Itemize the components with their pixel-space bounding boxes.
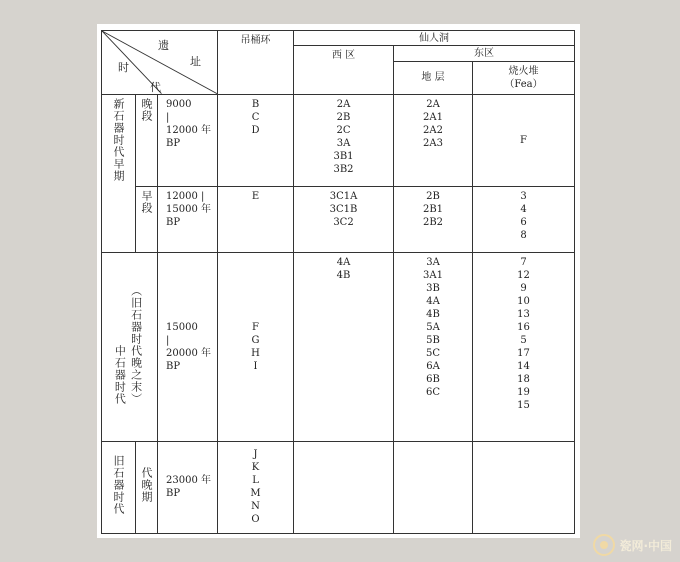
stage-early-label: 早段 xyxy=(140,190,153,214)
diaotonghuan-cell xyxy=(218,252,294,441)
west-layer: 2C xyxy=(336,124,351,136)
date-line: | xyxy=(166,334,170,346)
east-layer: 4B xyxy=(426,308,440,320)
date-line: BP xyxy=(166,360,181,372)
fea-number: 7 xyxy=(520,256,527,268)
east-layer: 2A2 xyxy=(423,124,443,136)
west-layer: 3A xyxy=(336,137,351,149)
east-layer: 3A1 xyxy=(423,269,443,281)
date-line: | xyxy=(166,111,170,123)
corner-site-char-1: 遗 xyxy=(158,39,169,52)
date-cell xyxy=(158,252,218,441)
header-east-zone: 东区 xyxy=(394,46,575,61)
era-paleolithic-sub xyxy=(136,441,158,533)
era-mesolithic xyxy=(102,252,158,441)
east-layer: 2A xyxy=(426,98,440,110)
document-page xyxy=(97,24,580,538)
east-layer: 5C xyxy=(426,347,441,359)
east-strata-cell xyxy=(394,187,473,253)
diaotonghuan-layer: G xyxy=(251,334,260,346)
fea-number: 6 xyxy=(520,217,527,228)
east-layer: 4A xyxy=(426,295,440,307)
west-layer: 2A xyxy=(336,98,351,110)
east-layer: 3B xyxy=(426,282,440,294)
table-row xyxy=(102,252,575,441)
date-line: BP xyxy=(166,488,181,500)
era-paleolithic-label: 旧石器时代 xyxy=(112,455,125,516)
header-xianrendong: 仙人洞 xyxy=(294,31,575,46)
fea-number: 12 xyxy=(517,269,530,281)
date-line: 15000 xyxy=(166,321,198,333)
era-paleolithic xyxy=(102,441,136,533)
diaotonghuan-layer: O xyxy=(251,514,260,526)
header-fire-pile-label: 烧火堆 xyxy=(508,65,539,77)
date-cell xyxy=(158,94,218,186)
fea-number: 18 xyxy=(517,373,530,385)
west-layer: 4A xyxy=(336,256,351,268)
watermark xyxy=(593,534,672,556)
west-cell xyxy=(294,94,394,186)
west-layer: 3B1 xyxy=(333,150,354,162)
fea-number: 8 xyxy=(520,230,527,241)
date-line: BP xyxy=(166,137,181,149)
fea-number: 3 xyxy=(520,191,527,202)
fea-number: 4 xyxy=(520,204,527,215)
corner-site-char-2: 址 xyxy=(190,55,201,68)
east-layer: 3A xyxy=(426,256,440,268)
fea-number: 13 xyxy=(517,308,530,320)
header-diaotonghuan: 吊桶环 xyxy=(218,31,294,95)
stratigraphy-table xyxy=(101,30,575,534)
east-layer: 2B1 xyxy=(422,204,444,215)
header-strata: 地 层 xyxy=(394,61,473,94)
west-cell xyxy=(294,441,394,533)
watermark-logo-icon xyxy=(593,534,615,556)
fea-number: 16 xyxy=(517,321,530,333)
era-neolithic-early xyxy=(102,94,136,252)
fea-number: 19 xyxy=(517,386,530,398)
diaotonghuan-layer: F xyxy=(252,321,259,333)
diaotonghuan-cell xyxy=(218,441,294,533)
date-line: 12000 | xyxy=(166,191,205,202)
fea-number: 9 xyxy=(520,282,527,294)
east-layer: 6C xyxy=(426,386,441,398)
east-layer: 6B xyxy=(426,373,440,385)
stage-late xyxy=(136,94,158,186)
diaotonghuan-layer: D xyxy=(251,124,260,136)
header-west-zone: 西 区 xyxy=(294,46,394,94)
diaotonghuan-layer: J xyxy=(253,449,258,461)
corner-diagonal-header xyxy=(102,31,218,95)
west-cell xyxy=(294,252,394,441)
era-paleolithic-sub-label: 代晚期 xyxy=(140,467,153,504)
diaotonghuan-layer: M xyxy=(250,488,261,500)
fea-number: 14 xyxy=(517,360,530,372)
fea-number: 10 xyxy=(517,295,530,307)
diaotonghuan-cell xyxy=(218,187,294,253)
diaotonghuan-cell xyxy=(218,94,294,186)
east-layer: 5A xyxy=(426,321,440,333)
diaotonghuan-layer: H xyxy=(251,347,260,359)
date-line: 12000 年 xyxy=(166,124,211,136)
stage-early xyxy=(136,187,158,253)
fea-cell xyxy=(473,187,575,253)
west-layer: 3B2 xyxy=(333,163,354,175)
diaotonghuan-layer: C xyxy=(251,111,260,123)
fea-cell xyxy=(473,441,575,533)
header-row-1 xyxy=(102,31,575,46)
east-layer: 2B xyxy=(426,191,440,202)
east-layer: 2A3 xyxy=(423,137,443,149)
stage-late-label: 晚段 xyxy=(140,97,153,122)
fea-cell xyxy=(473,252,575,441)
west-layer: 3C2 xyxy=(333,217,354,228)
diaotonghuan-layer: K xyxy=(251,462,260,474)
header-fire-pile xyxy=(473,61,575,94)
date-cell xyxy=(158,187,218,253)
table-row xyxy=(102,187,575,253)
fea-cell xyxy=(473,94,575,186)
diaotonghuan-layer: E xyxy=(251,191,260,202)
fea-number: F xyxy=(520,134,527,146)
corner-era-char-2: 代 xyxy=(150,81,161,94)
east-strata-cell xyxy=(394,94,473,186)
date-line: 15000 年 xyxy=(166,204,211,215)
west-layer: 3C1B xyxy=(329,204,358,215)
watermark-text: 瓷网·中国 xyxy=(619,538,672,553)
west-layer: 2B xyxy=(336,111,351,123)
east-layer: 6A xyxy=(426,360,440,372)
east-layer: 2B2 xyxy=(422,217,444,228)
diaotonghuan-layer: L xyxy=(252,475,259,487)
diaotonghuan-layer: I xyxy=(253,360,258,372)
table-row xyxy=(102,94,575,186)
west-layer: 3C1A xyxy=(329,191,358,202)
fea-number: 17 xyxy=(517,347,530,359)
fea-number: 5 xyxy=(520,334,527,346)
date-line: BP xyxy=(166,217,181,228)
east-strata-cell xyxy=(394,441,473,533)
west-cell xyxy=(294,187,394,253)
table-row xyxy=(102,441,575,533)
corner-era-char-1: 时 xyxy=(118,61,129,74)
east-layer: 5B xyxy=(426,334,440,346)
header-fea-label: （Fea） xyxy=(504,78,543,90)
date-cell xyxy=(158,441,218,533)
era-mesolithic-note: （旧石器时代晚之末） xyxy=(129,284,143,405)
date-line: 20000 年 xyxy=(166,347,211,359)
diaotonghuan-layer: N xyxy=(251,501,260,513)
fea-number: 15 xyxy=(517,399,530,411)
diaotonghuan-layer: B xyxy=(251,98,260,110)
date-line: 23000 年 xyxy=(166,475,211,487)
era-neolithic-early-label: 新石器时代早期 xyxy=(112,97,125,182)
era-mesolithic-label: 中石器时代 xyxy=(113,344,127,405)
west-layer: 4B xyxy=(336,269,351,281)
east-strata-cell xyxy=(394,252,473,441)
east-layer: 2A1 xyxy=(423,111,443,123)
date-line: 9000 xyxy=(166,98,192,110)
